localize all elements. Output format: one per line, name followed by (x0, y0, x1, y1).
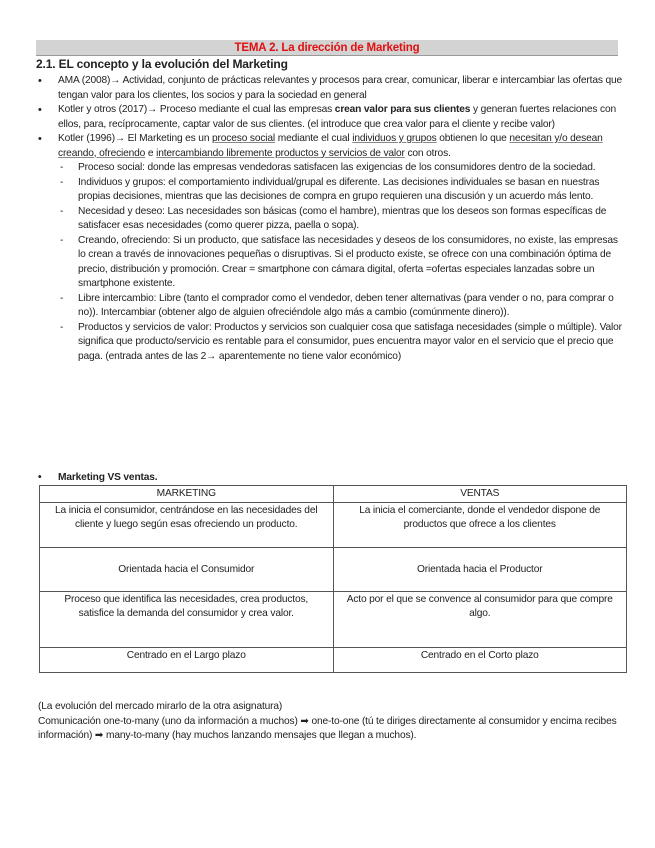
table-row (40, 592, 627, 648)
comparison-table (39, 485, 627, 673)
text: y generan fuertes relaciones con ellos, para, recíprocamente, captar valor de sus clientes. (el introduce que crea valor para el cliente y recibe valor) (58, 104, 617, 130)
underlined-text: creando, ofreciendo (58, 147, 146, 159)
dash-item: - Necesidad y deseo: Las necesidades son básicas (como el hambre), mientras que los deseos son formas específicas de satisfacer esas necesidades (como querer pizza, paella o sopa). (38, 205, 623, 234)
table-cell: Orientada hacia el Consumidor (40, 548, 334, 592)
text: Kotler y otros (2017)→ Proceso mediante el cual las empresas (58, 104, 335, 115)
dash-item: - Proceso social: donde las empresas vendedoras satisfacen las exigencias de los consumidores dentro de la sociedad. (38, 161, 623, 176)
underlined-text: intercambiando libremente productos y servicios de valor (156, 147, 405, 159)
table-cell: Proceso que identifica las necesidades, crea productos, satisfice la demanda del consumidor y crea valor. (40, 592, 334, 648)
table-cell: Centrado en el Largo plazo (40, 648, 334, 673)
header-ventas: VENTAS (333, 486, 627, 503)
underlined-text: individuos y grupos (352, 133, 437, 144)
bullet-ama: • AMA (2008)→ Actividad, conjunto de prácticas relevantes y procesos para crear, comunicar, liberar e intercambiar las ofertas que tengan valor para los clientes, los socios y para la sociedad en general (38, 74, 623, 103)
definitions-list (38, 74, 623, 364)
table-header-row (40, 486, 627, 503)
dash-item: - Libre intercambio: Libre (tanto el comprador como el vendedor, deben tener alternativas (para vender o no, para comprar o no)). Intercambiar (obtener algo de alguien ofreciéndole algo más a cambio (comúnmente dinero)). (38, 292, 623, 321)
text: e (145, 147, 157, 159)
table-cell: La inicia el consumidor, centrándose en las necesidades del cliente y luego según esas ofreciendo un producto. (40, 503, 334, 548)
header-marketing: MARKETING (40, 486, 334, 503)
underlined-text: necesitan y/o desean (509, 133, 603, 144)
table-row (40, 503, 627, 548)
notes (38, 700, 623, 744)
note-line: (La evolución del mercado mirarlo de la otra asignatura) (38, 701, 283, 712)
underlined-text: proceso social (212, 133, 276, 144)
page-title: TEMA 2. La dirección de Marketing (36, 40, 618, 56)
text: obtienen lo que (436, 133, 510, 144)
bullet-kotler-2017 (38, 103, 623, 132)
table-cell: Centrado en el Corto plazo (333, 648, 627, 673)
table-cell: La inicia el comerciante, donde el vendedor dispone de productos que ofrece a los clientes (333, 503, 627, 548)
section-heading: 2.1. EL concepto y la evolución del Marketing (36, 57, 288, 71)
dash-item: - Productos y servicios de valor: Productos y servicios son cualquier cosa que satisfaga necesidades (simple o múltiple). Valor significa que producto/servicio es rentable para el consumidor, pues encuentra mayor valor en el servicio que el precio que paga. (entrada antes de las 2→ aparentemente no tiene valor económico) (38, 321, 623, 365)
marketing-vs-ventas-label: • Marketing VS ventas. (38, 472, 157, 483)
note-line: Comunicación one-to-many (uno da información a muchos) ➡ one-to-one (tú te diriges directamente al consumidor y encima recibes información) ➡ many-to-many (hay muchos lanzando mensajes que llegan a muchos). (38, 715, 617, 741)
bullet-kotler-1996 (38, 132, 623, 161)
table-cell: Orientada hacia el Productor (333, 548, 627, 592)
text: con otros. (404, 147, 451, 159)
dash-item: - Individuos y grupos: el comportamiento individual/grupal es diferente. Las decisiones individuales se basan en nuestras propias decisiones, mientras que las decisiones de compra en grupo requieren una discusión y un acuerdo más lento. (38, 176, 623, 205)
bold-text: crean valor para sus clientes (334, 104, 471, 115)
text: Kotler (1996)→ El Marketing es un (58, 133, 213, 144)
table-row (40, 548, 627, 592)
table-cell: Acto por el que se convence al consumidor para que compre algo. (333, 592, 627, 648)
table-row (40, 648, 627, 673)
text: mediante el cual (275, 133, 353, 144)
dash-item: - Creando, ofreciendo: Si un producto, que satisface las necesidades y deseos de los consumidores, no existe, las empresas lo crean a través de innovaciones pequeñas o disruptivas. Si el producto existe, se ofrece con una combinación óptima de precio, distribución y promoción. Crear = smartphone con cámara digital, oferta =ofertas especiales lanzadas sobre un smartphone existente. (38, 234, 623, 292)
